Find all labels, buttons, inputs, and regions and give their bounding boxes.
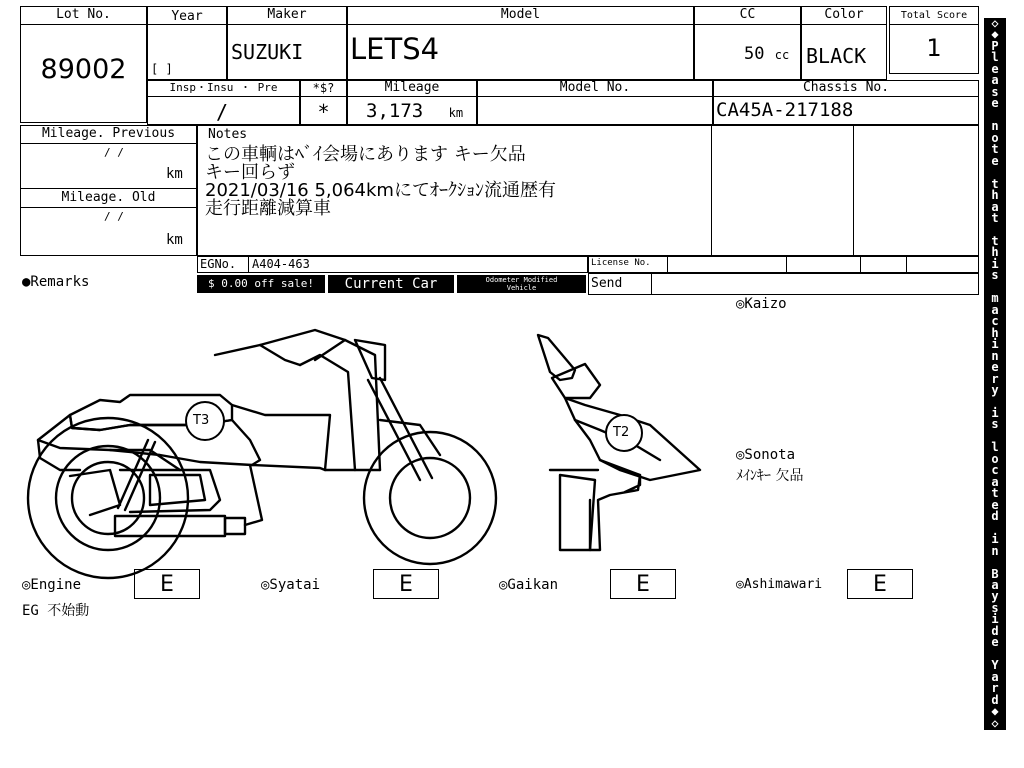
notes-line-3: 2021/03/16 5,064kmにてｵｰｸｼｮﾝ流通歴有 [205,180,556,201]
sidebar-char: y [991,383,999,397]
mileage-unit: km [448,106,464,120]
odometer-line-2: Vehicle [506,284,537,292]
mileage-number: 3,173 [366,100,424,122]
floorboard [252,465,380,470]
sidebar-char: d [991,623,999,638]
sidebar-char: e [991,96,999,111]
grade-ashimawari-label: ◎Ashimawari [736,577,823,592]
sale-badge: $ 0.00 off sale! [197,275,325,293]
rear-fender [38,440,80,470]
cc-number: 50 [744,44,765,64]
front-wheel [364,432,496,564]
color-value: BLACK [806,44,867,68]
maker-value: SUZUKI [231,40,304,64]
sidebar-char: d [991,692,999,707]
grade-gaikan-label: ◎Gaikan [499,577,559,593]
sidebar-char: t [991,486,999,501]
mileage-old-unit: km [166,232,183,248]
sidebar-char: t [991,210,999,225]
mileage-label: Mileage [384,80,440,95]
sidebar-char: c [991,314,999,329]
sidebar-char: s [991,600,999,615]
remarks-label: ●Remarks [22,274,90,290]
notes-line-2: キー回らず [205,162,295,183]
leg-shield-outer [315,340,380,470]
front-mirror-shape [538,335,575,380]
year-value: [ ] [151,62,173,76]
tax-label: *$? [312,81,335,95]
sidebar-char: l [991,440,999,455]
sidebar-char: h [991,245,999,260]
sidebar-char: B [991,566,999,581]
sonota-text: ﾒｲﾝｷｰ 欠品 [736,468,804,484]
sidebar-char: l [991,50,999,65]
sidebar-char: a [991,577,999,592]
tax-value: * [317,100,330,124]
engine-note: EG 不始動 [22,603,90,619]
grade-engine-value: E [134,569,200,599]
sidebar-char: ◇ [991,16,999,30]
sidebar-char: ◆ [991,27,999,42]
rear-wheel [28,418,188,578]
score-label: Total Score [900,10,968,21]
grade-syatai-value: E [373,569,439,599]
eg-label: EGNo. [200,257,237,271]
grade-gaikan-value: E [610,569,676,599]
sidebar-char: a [991,73,999,88]
mileage-previous-date: / / [104,146,124,159]
sidebar-char: n [991,119,999,134]
sidebar-char: n [991,543,999,558]
sidebar-char: h [991,325,999,340]
sidebar-char: r [991,371,999,386]
model-value: LETS4 [350,32,440,66]
year-label: Year [171,9,203,24]
sidebar-char: e [991,635,999,650]
notes-line-1: この車輌はﾍﾞｲ会場にあります キー欠品 [205,144,526,165]
model-label: Model [500,7,541,22]
sidebar-char: o [991,130,999,145]
mileage-previous-unit: km [166,166,183,182]
insp-label: Insp・Insu ・ Pre [169,81,278,94]
sidebar-char: t [991,233,999,248]
sidebar-char: h [991,188,999,203]
handlebar-top [260,330,345,345]
sidebar-char: i [991,337,999,352]
sidebar-char: a [991,474,999,489]
mileage-old-date: / / [104,210,124,223]
sidebar-char: e [991,61,999,76]
sidebar-char: i [991,256,999,271]
send-label: Send [591,276,623,291]
sidebar-char: e [991,153,999,168]
notes-label: Notes [208,127,248,142]
score-value: 1 [926,34,942,62]
sidebar-char: a [991,669,999,684]
eg-value: A404-463 [252,257,310,271]
sidebar-char: e [991,497,999,512]
color-label: Color [824,7,864,22]
sonota-label: ◎Sonota [736,447,796,463]
cc-label: CC [739,7,756,22]
sidebar-char: ◇ [991,715,999,730]
cc-unit: cc [774,48,790,62]
front-fork-2 [380,378,432,478]
sidebar-char: i [991,532,999,547]
sidebar-char: s [991,268,999,283]
sidebar-char: o [991,451,999,466]
sidebar-char: a [991,199,999,214]
sidebar-char: m [991,291,999,306]
chassis-label: Chassis No. [802,80,890,95]
sidebar-char: y [991,589,999,604]
notes-line-4: 走行距離減算車 [205,198,331,219]
sidebar-char: r [991,681,999,696]
mileage-previous-label: Mileage. Previous [41,126,176,141]
sidebar-char: i [991,612,999,627]
kaizo-label: ◎Kaizo [736,296,787,312]
grade-syatai-label: ◎Syatai [261,577,321,593]
muffler-tip [225,518,245,534]
grade-ashimawari-value: E [847,569,913,599]
lot-number: 89002 [40,54,127,85]
sidebar-char: d [991,509,999,524]
sidebar-char: ◆ [991,704,999,719]
front-fork [368,380,420,480]
sidebar-char: c [991,463,999,478]
insp-value: / [216,100,229,124]
sidebar-char: P [991,38,999,53]
sidebar-char: t [991,142,999,157]
sidebar-char: Y [991,658,999,673]
odometer-line-1: Odometer Modified [485,276,558,284]
engine-case [120,470,220,512]
location-notice-sidebar [984,18,1006,730]
sidebar-char: n [991,348,999,363]
sidebar-char: i [991,405,999,420]
model-no-label: Model No. [559,80,631,95]
current-car-badge: Current Car [328,275,454,293]
tag-t3-label: T3 [193,413,210,428]
headlight-cowl [552,364,600,398]
sidebar-char: t [991,176,999,191]
sidebar-char: e [991,360,999,375]
under-body [245,465,262,525]
front-wheel-inner [390,458,470,538]
maker-label: Maker [267,7,307,22]
sidebar-char: s [991,417,999,432]
handlebar [215,345,300,365]
mileage-old-label: Mileage. Old [61,190,156,205]
lot-label: Lot No. [56,7,111,22]
sidebar-char: s [991,84,999,99]
tag-t2-label: T2 [613,425,630,440]
sidebar-char: a [991,302,999,317]
license-label: License No. [591,258,651,268]
chassis-value: CA45A-217188 [716,99,854,121]
grade-engine-label: ◎Engine [22,577,82,593]
